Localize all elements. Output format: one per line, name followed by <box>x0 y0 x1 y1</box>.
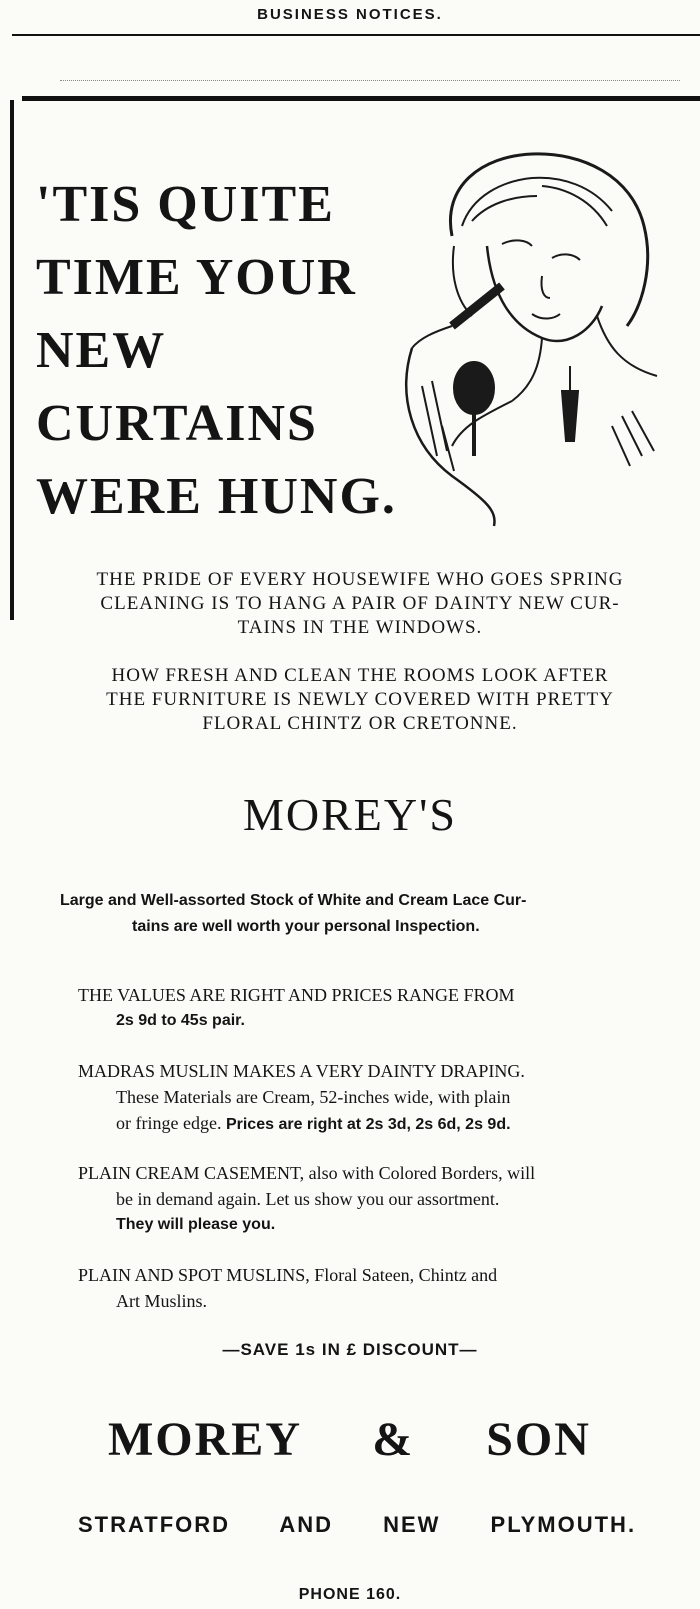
offer-line: Art Muslins. <box>116 1291 208 1311</box>
phone-number: PHONE 160. <box>298 1586 402 1603</box>
headline-line: WERE HUNG. <box>36 468 397 525</box>
section-header: BUSINESS NOTICES. <box>257 6 443 23</box>
offer-line: MADRAS MUSLIN MAKES A VERY DAINTY DRAPING. <box>78 1061 525 1081</box>
offer-line: PLAIN CREAM CASEMENT, also with Colored Borders, will <box>78 1163 536 1183</box>
fresh-paragraph <box>60 664 660 736</box>
paragraph-line: HOW FRESH AND CLEAN THE ROOMS LOOK AFTER <box>111 665 609 686</box>
offer-line: be in demand again. Let us show you our assortment. <box>116 1189 500 1209</box>
ad-left-border <box>10 100 14 620</box>
paragraph-line: FLORAL CHINTZ OR CRETONNE. <box>202 713 518 734</box>
headline <box>36 168 396 533</box>
dotted-rule <box>60 80 680 81</box>
town-locations: STRATFORD AND NEW PLYMOUTH. <box>78 1512 637 1537</box>
casement-offer <box>78 1160 678 1238</box>
madras-prices: Prices are right at 2s 3d, 2s 6d, 2s 9d. <box>225 1116 511 1133</box>
headline-line: NEW <box>36 322 167 379</box>
offer-line: These Materials are Cream, 52-inches wide, with plain <box>116 1087 511 1107</box>
offer-line: THE VALUES ARE RIGHT AND PRICES RANGE FROM <box>78 985 515 1005</box>
values-offer <box>78 982 678 1034</box>
lace-line: Large and Well-assorted Stock of White and Cream Lace Cur- <box>60 892 527 909</box>
price-range: 2s 9d to 45s pair. <box>116 1012 245 1029</box>
pride-paragraph <box>60 568 660 640</box>
paragraph-line: TAINS IN THE WINDOWS. <box>237 617 483 638</box>
ad-top-border <box>22 96 700 101</box>
madras-offer <box>78 1058 678 1138</box>
store-name: MOREY'S <box>243 789 457 840</box>
discount-banner: —SAVE 1s IN £ DISCOUNT— <box>222 1340 478 1359</box>
muslins-offer <box>78 1262 678 1314</box>
offer-text: or fringe edge. <box>116 1113 222 1133</box>
lace-line: tains are well worth your personal Inspection. <box>132 918 480 935</box>
headline-line: CURTAINS <box>36 395 318 452</box>
please-note: They will please you. <box>116 1216 276 1233</box>
header-rule <box>12 34 700 36</box>
paragraph-line: THE PRIDE OF EVERY HOUSEWIFE WHO GOES SPRING <box>96 569 624 590</box>
headline-line: 'TIS QUITE <box>36 176 335 233</box>
headline-line: TIME YOUR <box>36 249 357 306</box>
lace-note <box>60 888 660 940</box>
paragraph-line: CLEANING IS TO HANG A PAIR OF DAINTY NEW CUR- <box>100 593 620 614</box>
firm-name: MOREY & SON <box>108 1413 591 1466</box>
telephone-woman-illustration <box>392 126 672 531</box>
offer-line: PLAIN AND SPOT MUSLINS, Floral Sateen, Chintz and <box>78 1265 498 1285</box>
offer-line <box>78 1110 678 1138</box>
paragraph-line: THE FURNITURE IS NEWLY COVERED WITH PRETTY <box>106 689 614 710</box>
